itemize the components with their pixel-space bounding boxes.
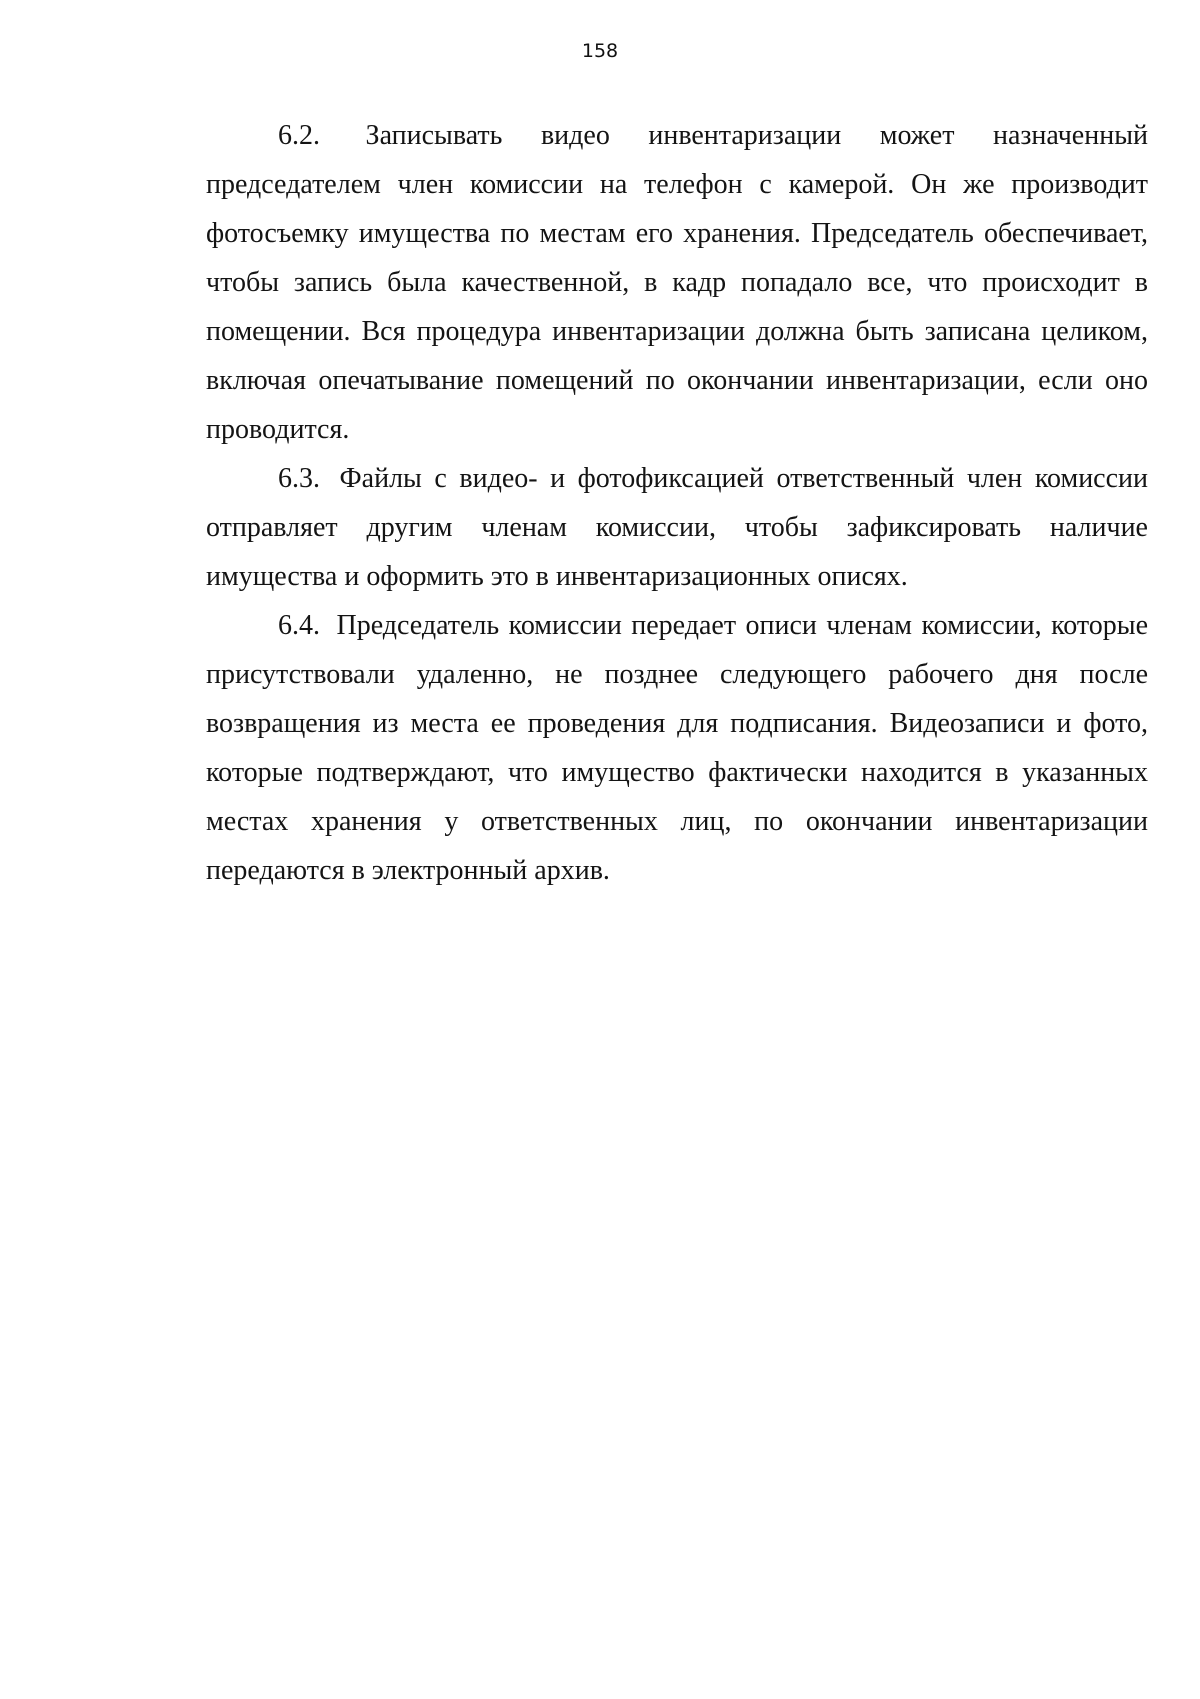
- paragraph-6-2: [206, 111, 1148, 454]
- document-body: [206, 111, 1148, 895]
- paragraph-number: 6.4.: [278, 610, 320, 641]
- paragraph-6-3: [206, 454, 1148, 601]
- paragraph-text: Файлы с видео- и фотофиксацией ответственный член комиссии отправляет другим членам комиссии, чтобы зафиксировать наличие имущества и оформить это в инвентаризационных описях.: [206, 463, 1149, 592]
- paragraph-text: Записывать видео инвентаризации может назначенный председателем член комиссии на телефон с камерой. Он же производит фотосъемку имущества по местам его хранения. Председатель обеспечивает, чтобы запись была качественной, в кадр попадало все, что происходит в помещении. Вся процедура инвентаризации должна быть записана целиком, включая опечатывание помещений по окончании инвентаризации, если оно проводится.: [206, 120, 1149, 445]
- page-number: 158: [581, 40, 619, 62]
- paragraph-6-4: [206, 601, 1148, 895]
- paragraph-text: Председатель комиссии передает описи членам комиссии, которые присутствовали удаленно, не позднее следующего рабочего дня после возвращения из места ее проведения для подписания. Видеозаписи и фото, которые подтверждают, что имущество фактически находится в указанных местах хранения у ответственных лиц, по окончании инвентаризации передаются в электронный архив.: [206, 610, 1148, 886]
- paragraph-number: 6.2.: [278, 120, 320, 151]
- paragraph-number: 6.3.: [278, 463, 320, 494]
